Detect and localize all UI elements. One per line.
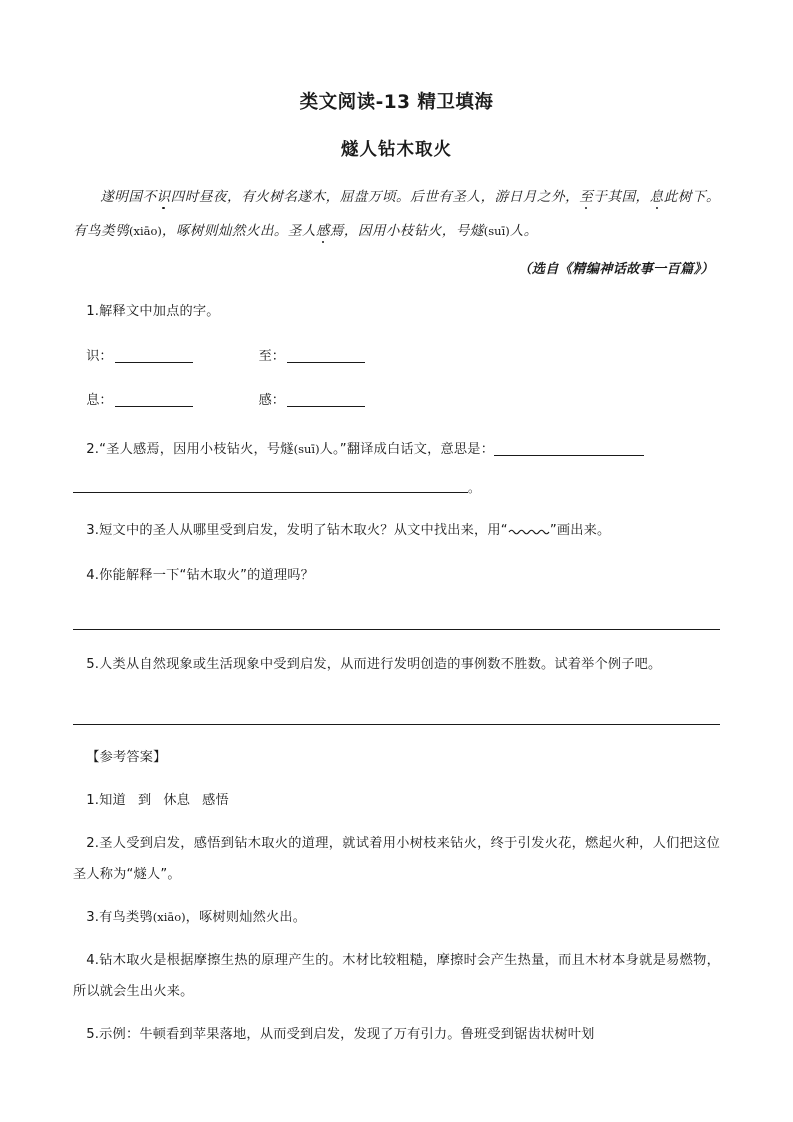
page-title: 类文阅读-13 精卫填海	[299, 92, 494, 113]
answer-1	[73, 773, 720, 816]
article-subtitle: 燧人钻木取火	[341, 140, 452, 161]
answer-blank-shi[interactable]	[115, 362, 193, 363]
source-attribution: （选自《精编神话故事一百篇》）	[518, 262, 714, 278]
pinyin-xiao: (xiāo)	[128, 224, 162, 239]
answer-5: 5.示例：牛顿看到苹果落地，从而受到启发，发现了万有引力。鲁班受到锯齿状树叶划	[86, 1027, 595, 1043]
question-2-prefix: 2.“圣人感焉，因用小枝钻火，号燧	[86, 442, 294, 458]
answer-1-part-b: 到	[137, 793, 152, 809]
passage-segment-2: 四时昼夜，有火树名遂木，屈盘万顷。后世有圣人，游日月之外，	[170, 189, 580, 206]
dotted-char-gan: 感	[315, 223, 330, 240]
answer-2: 2.圣人受到启发，感悟到钻木取火的道理，就试着用小树枝来钻火，终于引发火花，燃起火种，人们把这位圣人称为“燧人”。	[73, 836, 720, 883]
answer-blank-q2-continued[interactable]	[73, 492, 468, 493]
question-5: 5.人类从自然现象或生活现象中受到启发，从而进行发明创造的事例数不胜数。试着举个例子吧。	[86, 657, 662, 673]
blank-label-shi: 识：	[86, 349, 113, 365]
question-3-before: 3.短文中的圣人从哪里受到启发，发明了钻木取火？从文中找出来，用“	[86, 523, 508, 539]
blank-label-gan: 感：	[258, 393, 285, 409]
passage-segment-4: 此树下。有鸟类鸮	[73, 189, 720, 240]
passage-segment-3: 于其国，	[593, 189, 650, 206]
classical-passage	[73, 161, 720, 248]
passage-segment-1: 遂明国不	[100, 189, 157, 206]
question-5-writing-space	[73, 680, 720, 724]
question-3	[73, 496, 720, 546]
question-1-blanks-row-2	[73, 371, 720, 415]
answer-1-part-c: 休息	[163, 793, 191, 809]
pinyin-sui: (suī)	[483, 224, 510, 239]
dotted-char-shi: 识	[156, 189, 171, 206]
blank-label-zhi: 至：	[258, 349, 285, 365]
pinyin-sui: (suī)	[293, 442, 320, 457]
answer-1-part-a: 1.知道	[86, 793, 126, 809]
question-4-writing-space	[73, 591, 720, 629]
answer-3-suffix: ，啄树则灿然火出。	[185, 910, 307, 926]
answer-3	[73, 890, 720, 933]
question-1-blanks-row-1	[73, 327, 720, 371]
dotted-char-xi: 息	[649, 189, 664, 206]
pinyin-xiao: (xiāo)	[152, 910, 186, 925]
question-2-answer-line-2	[73, 465, 720, 496]
answers-heading: 【参考答案】	[86, 750, 167, 766]
answer-1-part-d: 感悟	[202, 793, 229, 809]
blank-label-xi: 息：	[86, 393, 113, 409]
answer-blank-gan[interactable]	[287, 406, 365, 407]
wavy-underline-icon	[508, 528, 550, 535]
answer-blank-q2[interactable]	[494, 455, 644, 456]
answer-blank-xi[interactable]	[115, 406, 193, 407]
answer-blank-zhi[interactable]	[287, 362, 365, 363]
answer-3-prefix: 3.有鸟类鸮	[86, 910, 153, 926]
dotted-char-zhi: 至	[579, 189, 594, 206]
question-4: 4.你能解释一下“钻木取火”的道理吗？	[86, 568, 315, 584]
question-2-trailing-period: 。	[468, 481, 481, 496]
passage-segment-6: 焉，因用小枝钻火，号燧	[329, 223, 484, 240]
question-1: 1.解释文中加点的字。	[86, 304, 220, 320]
question-3-after: ”画出来。	[549, 523, 611, 539]
answer-4: 4.钻木取火是根据摩擦生热的原理产生的。木材比较粗糙，摩擦时会产生热量，而且木材本身就是易燃物，所以就会生出火来。	[73, 953, 720, 1000]
passage-segment-5: ，啄树则灿然火出。圣人	[161, 223, 316, 240]
question-2	[73, 415, 720, 465]
passage-segment-7: 人。	[509, 223, 538, 240]
question-2-suffix: 人。”翻译成白话文，意思是：	[319, 442, 495, 458]
